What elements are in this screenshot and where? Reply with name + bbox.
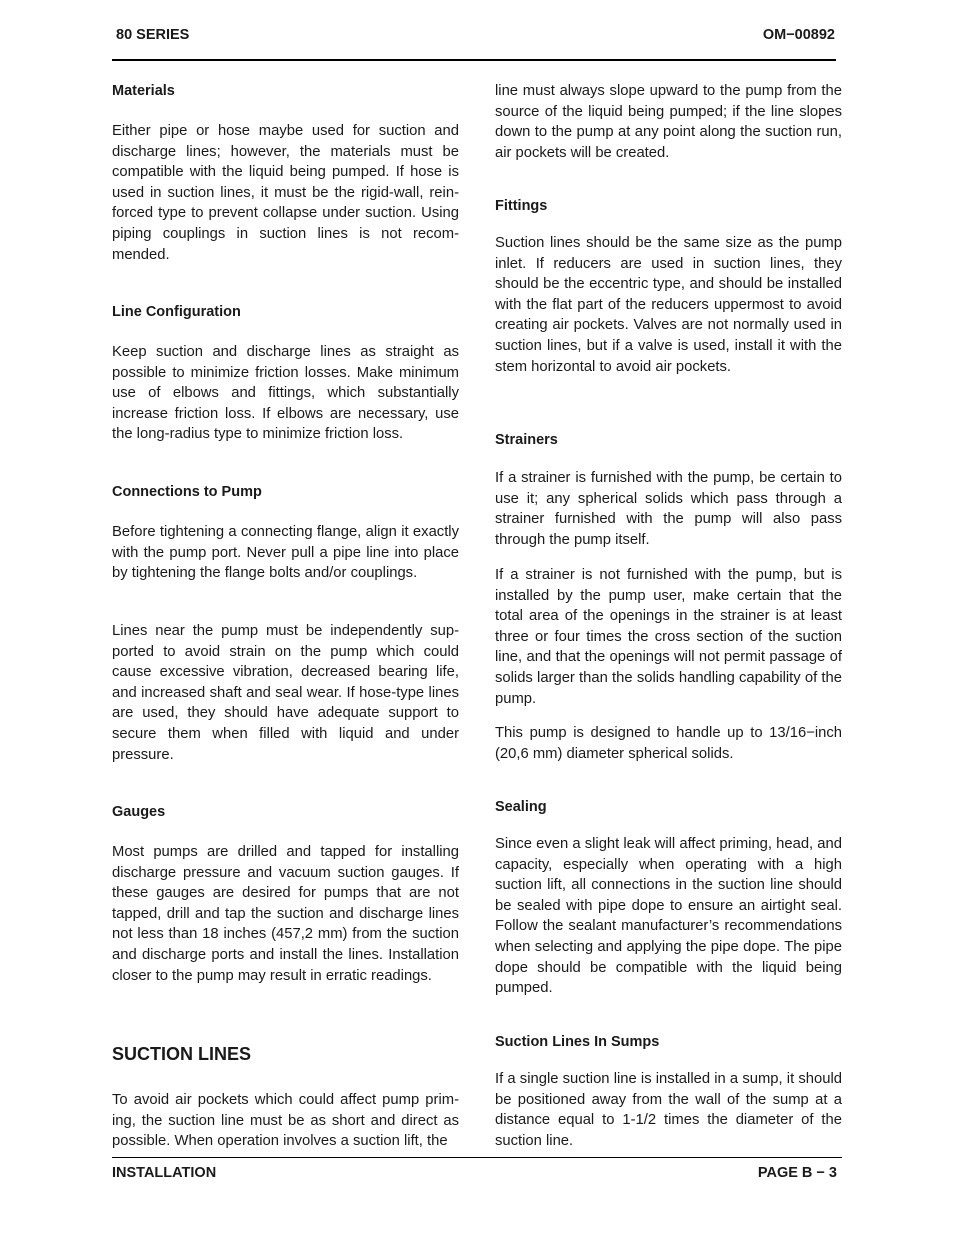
line-configuration-heading: Line Configuration xyxy=(112,304,241,320)
connections-paragraph-1: Before tightening a connecting flange, align it exactly with the pump port. Never pull a pipe line into place by tightening the flange bolts and/or couplings. xyxy=(112,524,459,582)
suction-lines-paragraph: To avoid air pockets which could affect pump priming, the suction line must be as short and direct as possible. When operation involves a suction lift, the xyxy=(112,1092,459,1150)
header-rule xyxy=(112,59,836,61)
strainers-heading: Strainers xyxy=(495,432,558,448)
header-series: 80 SERIES xyxy=(116,27,190,43)
gauges-heading: Gauges xyxy=(112,804,166,820)
connections-heading: Connections to Pump xyxy=(112,484,262,500)
materials-heading: Materials xyxy=(112,83,175,99)
connections-paragraph-2: Lines near the pump must be independently supported to avoid strain on the pump which could cause excessive vibration, decreased bearing life, and increased shaft and seal wear. If hose-type lines are used, they should have adequate support to secure them when filled with liquid and under pressure. xyxy=(112,623,459,763)
fittings-heading: Fittings xyxy=(495,198,548,214)
sumps-paragraph: If a single suction line is installed in a sump, it should be positioned away from the wall of the sump at a distance equal to 1-1/2 times the diameter of the suction line. xyxy=(495,1071,842,1149)
sealing-heading: Sealing xyxy=(495,799,547,815)
header-doc-number: OM−00892 xyxy=(762,27,835,43)
gauges-paragraph: Most pumps are drilled and tapped for installing discharge pressure and vacuum suction gauges. If these gauges are desired for pumps that are not tapped, drill and tap the suction and discharge lines not less than 18 inches (457,2 mm) from the suction and discharge ports and install the lines. Installation closer to the pump may result in erratic readings. xyxy=(112,844,459,984)
footer-rule xyxy=(112,1157,842,1158)
sumps-heading: Suction Lines In Sumps xyxy=(495,1034,660,1050)
strainers-paragraph-3: This pump is designed to handle up to 13/16−inch (20,6 mm) diameter spherical solids. xyxy=(495,725,842,762)
suction-lines-heading: SUCTION LINES xyxy=(112,1044,252,1064)
footer-section: INSTALLATION xyxy=(112,1165,217,1181)
sealing-paragraph: Since even a slight leak will affect priming, head, and capacity, especially when operating with a high suction lift, all connections in the suction line should be sealed with pipe dope to ensure an airtight seal. Follow the sealant manufacturer’s recommendations when selecting and applying the pipe dope. The pipe dope should be compatible with the liquid being pumped. xyxy=(495,836,842,997)
fittings-paragraph: Suction lines should be the same size as the pump inlet. If reducers are used in suction lines, they should be the eccentric type, and should be installed with the flat part of the reducers uppermost to avoid creating air pockets. Valves are not normally used in suction lines, but if a valve is used, install it with the stem horizontal to avoid air pockets. xyxy=(495,235,842,375)
footer-page-number: PAGE B − 3 xyxy=(757,1165,837,1181)
materials-paragraph: Either pipe or hose maybe used for suction and discharge lines; however, the materials must be compatible with the liquid being pumped. If hose is used in suction lines, it must be the rigid-wall, reinforced type to prevent collapse under suction. Using piping couplings in suction lines is not recommended. xyxy=(112,123,459,263)
suction-lines-continuation: line must always slope upward to the pump from the source of the liquid being pumped; if the line slopes down to the pump at any point along the suction run, air pockets will be created. xyxy=(495,83,842,161)
strainers-paragraph-1: If a strainer is furnished with the pump, be certain to use it; any spherical solids which pass through a strainer furnished with the pump will also pass through the pump itself. xyxy=(495,470,842,548)
line-configuration-paragraph: Keep suction and discharge lines as straight as possible to minimize friction losses. Make minimum use of elbows and fittings, which substantially increase friction loss. If elbows are necessary, use the long-radius type to minimize friction loss. xyxy=(112,344,459,443)
strainers-paragraph-2: If a strainer is not furnished with the pump, but is installed by the pump user, make certain that the total area of the openings in the strainer is at least three or four times the cross section of the suction line, and that the openings will not permit passage of solids larger than the solids handling capability of the pump. xyxy=(495,567,842,707)
